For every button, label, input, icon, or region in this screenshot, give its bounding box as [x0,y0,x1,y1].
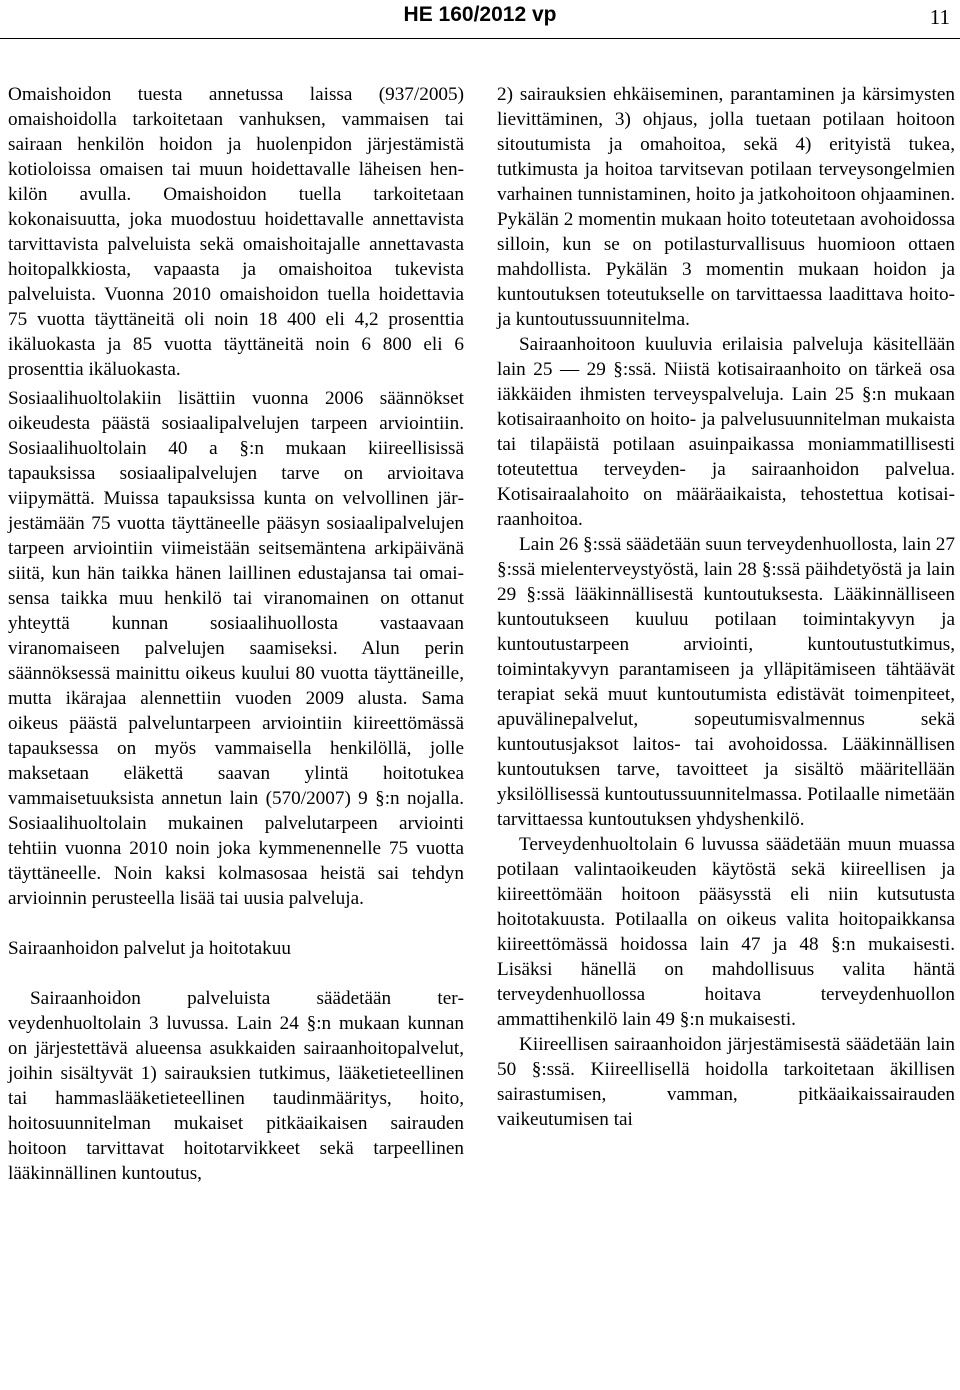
document-id: HE 160/2012 vp [403,3,557,26]
right-column [497,82,955,1132]
header-rule [0,38,960,39]
paragraph-kotisairaanhoito: Sairaanhoitoon kuuluvia erilaisia palveluja käsitellään lain 25 — 29 §:ssä. Niistä kotisairaanhoito on tärkeä osa iäkkäiden ihmisten terveyspalveluja. Lain 25 §:n mukaan kotisairaanhoito on hoito- ja palvelusuunnitelman mukaista tai tilapäistä potilaan asuinpaikassa moniammatillisesti toteutettua terveyden- ja sairaanhoidon palvelua. Kotisairaalahoito on määräaikaista, tehostettua kotisairaanhoitoa. [497,334,955,530]
paragraph-laakinnallinen-kuntoutus: Lain 26 §:ssä säädetään suun terveydenhuollosta, lain 27 §:ssä mielenterveystyöstä, lain 28 §:ssä päihdetyöstä ja lain 29 §:ssä lääkinnällisestä kuntoutuksesta. Lääkinnälliseen kuntoutukseen kuuluu potilaan toimintakyvyn ja kuntoutustarpeen arviointi, kuntoutustutkimus, toimintakyvyn parantamiseen ja ylläpitämiseen tähtäävät terapiat sekä muut kuntoutumista edistävät toimenpiteet, apuvälinepalvelut, sopeutumisvalmennus sekä kuntoutusjaksot laitos- tai avohoidossa. Lääkinnällisen kuntoutuksen tarve, tavoitteet ja sisältö määritellään yksilöllisessä kuntoutussuunnitelmassa. Potilaalle nimetään tarvittaessa kuntoutuksen yhdyshenkilö. [497,534,955,830]
paragraph-kiireellinen-hoito: Kiireellisen sairaanhoidon järjestämisestä säädetään lain 50 §:ssä. Kiireellisellä hoidolla tarkoitetaan äkillisen sairastumisen, vamman, pitkäaikaissairauden vaikeutumisen tai [497,1034,955,1130]
paragraph-sosiaalihuoltolaki: Sosiaalihuoltolakiin lisättiin vuonna 2006 säännökset oikeudesta päästä sosiaalipalvelujen tarpeen arviointiin. Sosiaalihuoltolain 40 a §:n mukaan kiireellisissä tapauksissa sosiaalipalvelujen tarve on arvioitava viipymättä. Muissa tapauksissa kunta on velvollinen järjestämään 75 vuotta täyttäneelle pääsyn sosiaalipalvelujen tarpeen arviointiin viimeistään seitsemäntena arkipäivänä siitä, kun hän taikka hänen laillinen edustajansa tai omaisensa taikka muu henkilö tai viranomainen on ottanut yhteyttä kunnan sosiaalihuollosta vastaavaan viranomaiseen palvelujen saamiseksi. Alun perin säännöksessä mainittu oikeus kuului 80 vuotta täyttäneille, mutta ikärajaa alennettiin vuoden 2009 alusta. Sama oikeus päästä palveluntarpeen arviointiin kiireettömässä tapauksessa on myös vammaisella henkilöllä, jolle maksetaan eläkettä saavan ylintä hoitotukea vammaisetuuksista annetun lain (570/2007) 9 §:n nojalla. Sosiaalihuoltolain mukainen palvelutarpeen arviointi tehtiin vuonna 2010 noin joka kymmenennelle 75 vuotta täyttäneelle. Noin kaksi kolmasosaa heistä sai tehdyn arvioinnin perusteella lisää tai uusia palveluja. [8,388,464,909]
left-column [8,82,464,1186]
paragraph-sairauksien-ehkaiseminen: 2) sairauksien ehkäiseminen, parantaminen ja kärsimysten lievittäminen, 3) ohjaus, jolla tuetaan potilaan hoitoon sitoutumista ja omahoitoa, sekä 4) erityistä tukea, tutkimusta ja hoitoa tarvitsevan potilaan terveysongelmien varhainen tunnistaminen, hoito ja jatkohoitoon ohjaaminen. Pykälän 2 momentin mukaan hoito toteutetaan avohoidossa silloin, kun se on potilasturvallisuus huomioon ottaen mahdollista. Pykälän 3 momentin mukaan hoidon ja kuntoutuksen toteutukselle on tarvittaessa laadittava hoito- ja kuntoutussuunnitelma. [497,84,955,330]
paragraph-valintaoikeus: Terveydenhuoltolain 6 luvussa säädetään muun muassa potilaan valintaoikeuden käytöstä sekä kiireellisen ja kiireettömään hoitoon pääsysstä eli niin kutsutusta hoitotakuusta. Potilaalla on oikeus valita hoitopaikkansa kiireettömässä hoidossa lain 47 ja 48 §:n mukaisesti. Lisäksi hänellä on mahdollisuus valita häntä terveydenhuollossa hoitava terveydenhuollon ammattihenkilö lain 49 §:n mukaisesti. [497,834,955,1030]
paragraph-omaishoito: Omaishoidon tuesta annetussa laissa (937/2005) omaishoidolla tarkoitetaan vanhuksen, vammaisen tai sairaan henkilön hoidon ja huolenpidon järjestämistä kotioloissa omaisen tai muun hoidettavalle läheisen henkilön avulla. Omaishoidon tuella tarkoitetaan kokonaisuutta, joka muodostuu hoidettavalle annettavista tarvittavista palveluista sekä omaishoitajalle annettavasta hoitopalkkiosta, vapaasta ja omaishoitoa tukevista palveluista. Vuonna 2010 omaishoidon tuella hoidettavia 75 vuotta täyttäneitä oli noin 18 400 eli 4,2 prosenttia ikäluokasta ja 85 vuotta täyttäneitä noin 6 800 eli 6 prosenttia ikäluokasta. [8,84,464,380]
page-number: 11 [929,5,950,29]
section-heading: Sairaanhoidon palvelut ja hoitotakuu [8,938,291,959]
paragraph-sairaanhoidon-palvelut: Sairaanhoidon palveluista säädetään terveydenhuoltolain 3 luvussa. Lain 24 §:n mukaan kunnan on järjestettävä alueensa asukkaiden sairaanhoitopalvelut, joihin sisältyvät 1) sairauksien tutkimus, lääketieteellinen tai hammaslääketieteellinen taudinmääritys, hoito, hoitosuunnitelman mukaiset pitkäaikaisen sairauden hoitoon tarvittavat hoitotarvikkeet sekä tarpeellinen lääkinnällinen kuntoutus, [8,988,464,1184]
